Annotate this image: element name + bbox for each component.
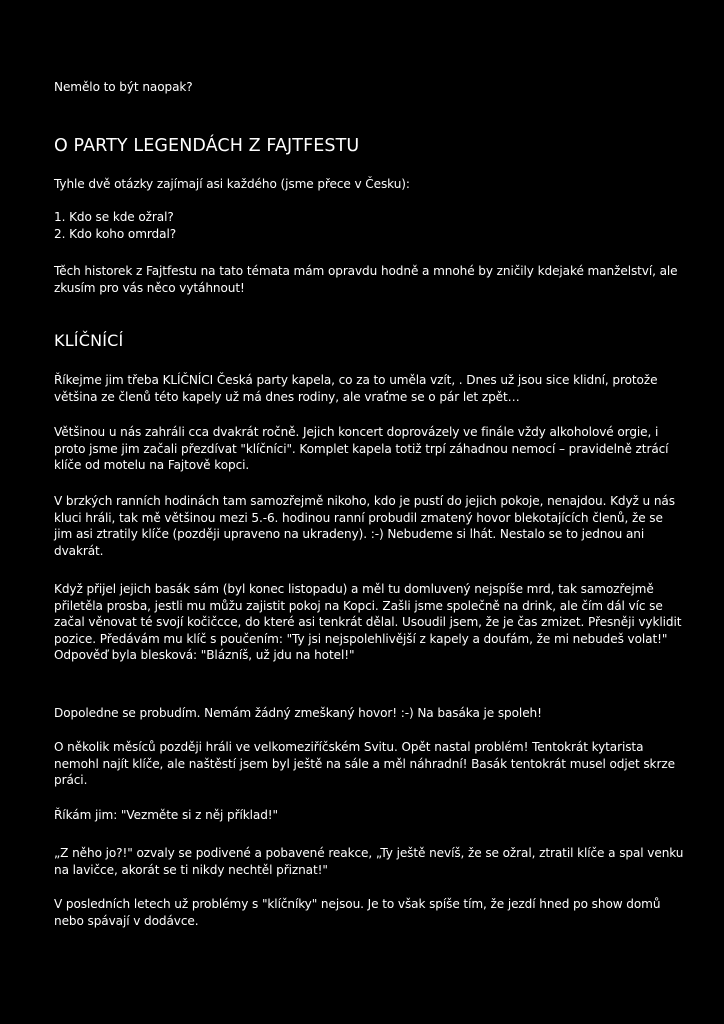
section1-intro: Tyhle dvě otázky zajímají asi každého (jsme přece v Česku): xyxy=(54,177,410,191)
paragraph: Když přijel jejich basák sám (byl konec listopadu) a měl tu domluvený nejspíše mrd, tak samozřejmě přiletěla prosba, jestli mu můžu zajistit pokoj na Kopci. Zašli jsme společně na drink, ale čím dál víc se začal věnovat té svojí kočičcce, do které asi tenkrát dělal. Usoudil jsem, že je čas zmizet. Přesněji vyklidit pozice. Předávám mu klíč s poučením: "Ty jsi nejspolehlivější z kapely a doufám, že mi nebudeš volat!" Odpověď byla blesková: "Blázníš, už jdu na hotel!" xyxy=(54,582,682,663)
paragraph: Dopoledne se probudím. Nemám žádný zmeškaný hovor! :-) Na basáka je spoleh! xyxy=(54,706,542,720)
question-2: 2. Kdo koho omrdal? xyxy=(54,227,177,241)
section1-paragraph: Těch historek z Fajtfestu na tato témata mám opravdu hodně a mnohé by zničily kdejaké manželství, ale zkusím pro vás něco vytáhnout! xyxy=(54,264,678,295)
intro-question: Nemělo to být naopak? xyxy=(54,80,193,94)
paragraph: „Z něho jo?!" ozvaly se podivené a pobavené reakce, „Ty ještě nevíš, že se ožral, ztratil klíče a spal venku na lavičce, akorát se ti nikdy nechtěl přiznat!" xyxy=(54,846,684,877)
paragraph: O několik měsíců později hráli ve velkomeziříčském Svitu. Opět nastal problém! Tentokrát kytarista nemohl najít klíče, ale naštěstí jsem byl ještě na sále a měl náhradní! Basák tentokrát musel odjet skrze práci. xyxy=(54,740,675,788)
paragraph: Říkejme jim třeba KLÍČNÍCI Česká party kapela, co za to uměla vzít, . Dnes už jsou sice klidní, protože většina ze členů této kapely už má dnes rodiny, ale vraťme se o pár let zpět… xyxy=(54,373,658,404)
section-heading-party-legends: O PARTY LEGENDÁCH Z FAJTFESTU xyxy=(54,136,360,156)
question-1: 1. Kdo se kde ožral? xyxy=(54,210,174,224)
paragraph: Většinou u nás zahráli cca dvakrát ročně. Jejich koncert doprovázely ve finále vždy alkoholové orgie, i proto jsme jim začali přezdívat "klíčníci". Komplet kapela totiž trpí záhadnou nemocí – pravidelně ztrácí klíče od motelu na Fajtově kopci. xyxy=(54,425,669,473)
paragraph: Říkám jim: "Vezměte si z něj příklad!" xyxy=(54,808,279,822)
section-heading-klicnici: KLÍČNÍCÍ xyxy=(54,331,124,350)
paragraph: V posledních letech už problémy s "klíčníky" nejsou. Je to však spíše tím, že jezdí hned po show domů nebo spávají v dodávce. xyxy=(54,897,661,928)
paragraph: V brzkých ranních hodinách tam samozřejmě nikoho, kdo je pustí do jejich pokoje, nenajdou. Když u nás kluci hráli, tak mě většinou mezi 5.-6. hodinou ranní probudil zmatený hovor blekotajících členů, že se jim asi ztratily klíče (později upraveno na ukradeny). :-) Nebudeme si lhát. Nestalo se to jednou ani dvakrát. xyxy=(54,494,675,558)
